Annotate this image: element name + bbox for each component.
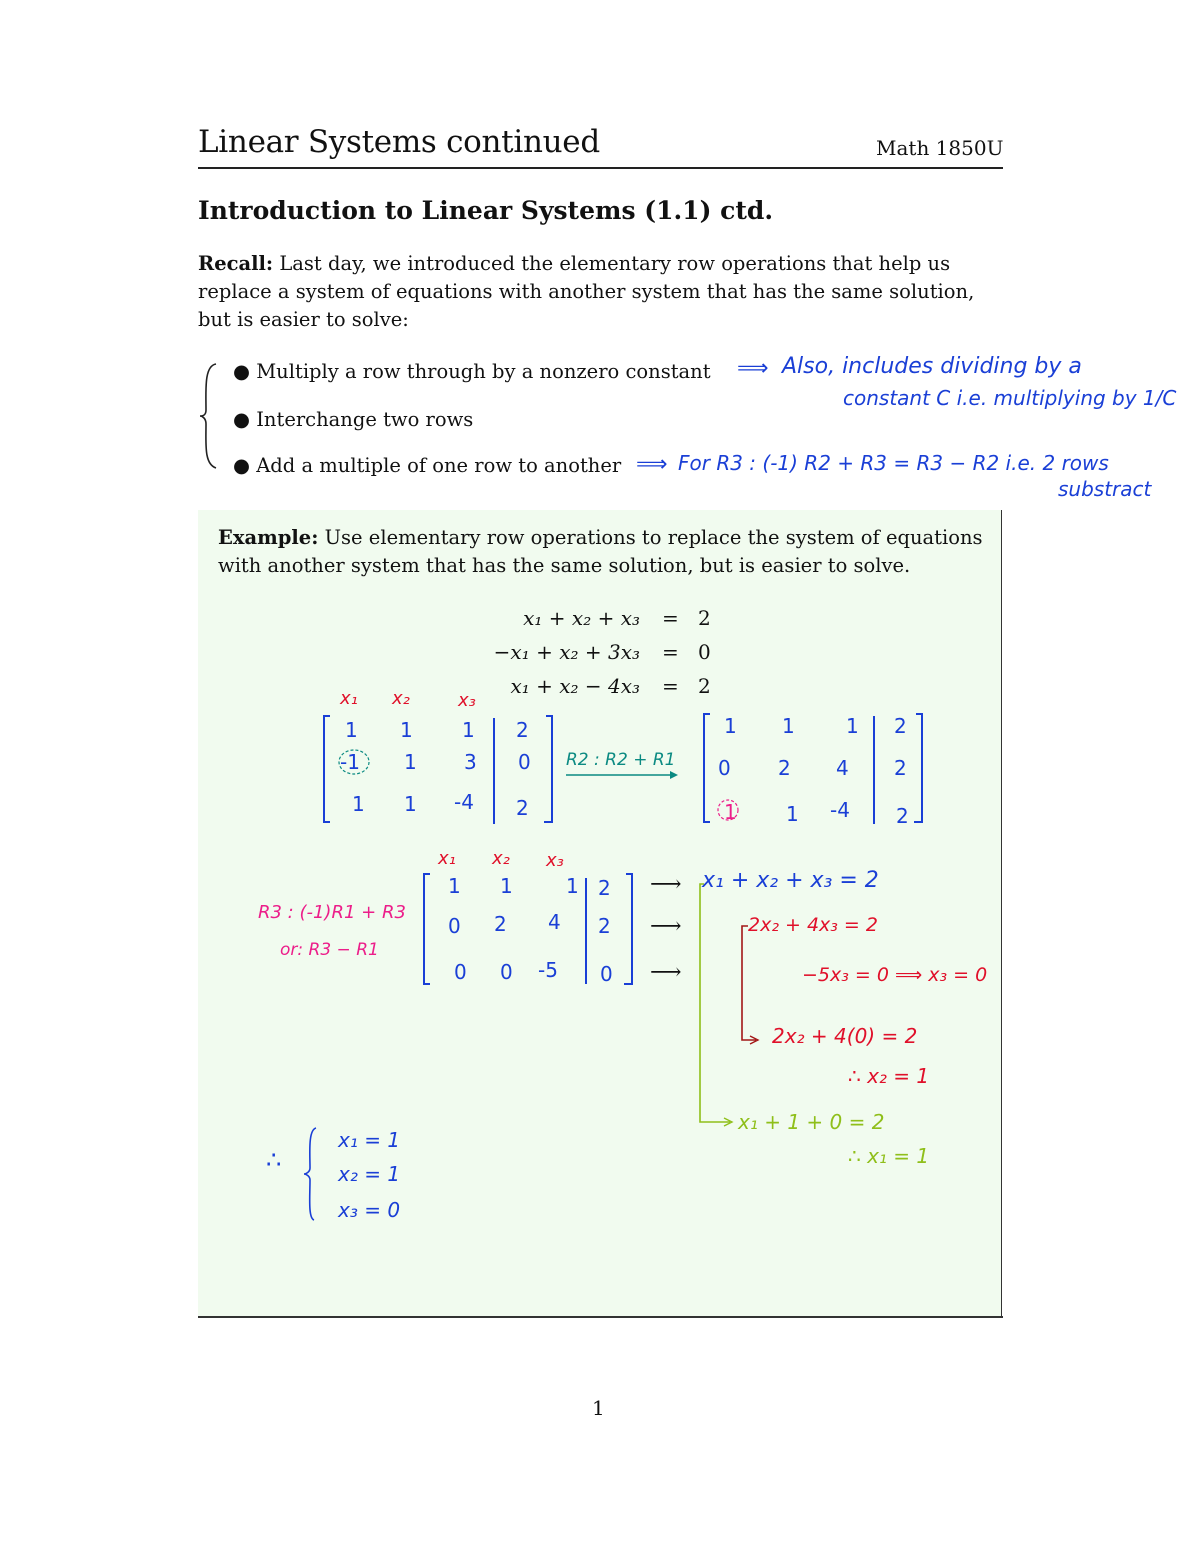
row-op-1-label: R2 : R2 + R1 <box>566 750 676 770</box>
example-text-1: Use elementary row operations to replace the system of equations <box>324 526 983 549</box>
matrix3-cell: 1 <box>448 874 461 898</box>
matrix1-cell: 1 <box>352 792 365 816</box>
back-sub-eq-7: ∴ x₁ = 1 <box>848 1144 930 1168</box>
back-sub-eq-6: x₁ + 1 + 0 = 2 <box>738 1110 885 1134</box>
matrix1-label-x2: x₂ <box>392 688 410 709</box>
matrix3-label-x3: x₃ <box>546 850 564 871</box>
matrix1-cell: 2 <box>516 796 529 820</box>
row-op-2-line-2: or: R3 − R1 <box>280 940 379 960</box>
bullet-text: Multiply a row through by a nonzero constant <box>256 360 711 383</box>
row-op-2-line-1: R3 : (-1)R1 + R3 <box>258 902 406 923</box>
matrix1-cell: 1 <box>404 792 417 816</box>
recall-line-1 <box>198 250 1003 278</box>
back-sub-eq-5: ∴ x₂ = 1 <box>848 1064 930 1088</box>
brace-icon <box>198 360 222 472</box>
recall-line-3: but is easier to solve: <box>198 308 409 331</box>
solution-x1: x₁ = 1 <box>338 1128 401 1152</box>
note-add-line-2: substract <box>1058 477 1152 501</box>
header-rule <box>198 167 1003 169</box>
solution-brace-icon <box>300 1124 320 1224</box>
bullet-dot-icon: ● <box>233 360 257 383</box>
row-op-1-arrow-icon <box>566 770 686 782</box>
matrix1-label-x3: x₃ <box>458 690 476 711</box>
matrix1-cell: -1 <box>340 750 360 774</box>
bullet-item-add <box>233 454 621 477</box>
matrix3-label-x1: x₁ <box>438 848 456 869</box>
recall-text-1: Last day, we introduced the elementary row operations that help us <box>279 252 951 275</box>
matrix3-cell: 4 <box>548 910 561 934</box>
equation-1-rhs: 2 <box>698 606 711 630</box>
matrix2-cell: 2 <box>778 756 791 780</box>
page-title: Linear Systems continued <box>198 124 600 160</box>
equation-1-eq: = <box>662 606 679 630</box>
bullet-dot-icon: ● <box>233 454 257 477</box>
matrix2-cell: 0 <box>718 756 731 780</box>
matrix1-cell: 1 <box>462 718 475 742</box>
matrix2-cell: 4 <box>836 756 849 780</box>
matrix1-cell: -4 <box>454 790 474 814</box>
matrix3-cell: 2 <box>598 914 611 938</box>
page-number: 1 <box>592 1396 605 1420</box>
example-label: Example: <box>218 526 319 549</box>
matrix3-cell: -5 <box>538 958 558 982</box>
matrix2-cell: 1 <box>724 714 737 738</box>
row-arrow-icon: ⟶ <box>650 914 682 939</box>
back-sub-eq-1: x₁ + x₂ + x₃ = 2 <box>702 868 879 893</box>
note-also-line-1: Also, includes dividing by a <box>782 354 1082 379</box>
matrix3-label-x2: x₂ <box>492 848 510 869</box>
matrix3-cell: 0 <box>600 962 613 986</box>
matrix2-cell: 1 <box>782 714 795 738</box>
matrix3-cell: 1 <box>566 874 579 898</box>
matrix2-cell: 1 <box>846 714 859 738</box>
matrix3-cell: 0 <box>500 960 513 984</box>
example-bottom-rule <box>198 1316 1003 1318</box>
matrix1-cell: 1 <box>345 718 358 742</box>
bullet-text: Interchange two rows <box>256 408 474 431</box>
solution-x3: x₃ = 0 <box>338 1198 401 1222</box>
matrix1-label-x1: x₁ <box>340 688 358 709</box>
back-sub-eq-3: −5x₃ = 0 ⟹ x₃ = 0 <box>802 964 988 986</box>
matrix2-cell: 2 <box>896 804 909 828</box>
section-title: Introduction to Linear Systems (1.1) ctd. <box>198 196 774 225</box>
matrix1-cell: 1 <box>400 718 413 742</box>
bullet-text: Add a multiple of one row to another <box>256 454 622 477</box>
matrix3-cell: 2 <box>598 876 611 900</box>
matrix3-cell: 0 <box>448 914 461 938</box>
matrix3-cell: 2 <box>494 912 507 936</box>
note-add-line-1: For R3 : (-1) R2 + R3 = R3 − R2 i.e. 2 rows <box>678 451 1109 475</box>
matrix1-cell: 1 <box>404 750 417 774</box>
matrix1-cell: 0 <box>518 750 531 774</box>
equation-3-eq: = <box>662 674 679 698</box>
arrow-icon: ⟹ <box>636 452 668 477</box>
arrow-icon: ⟹ <box>737 356 769 381</box>
matrix1-cell: 2 <box>516 718 529 742</box>
matrix2-cell: 1 <box>786 802 799 826</box>
row-arrow-icon: ⟶ <box>650 872 682 897</box>
row-arrow-icon: ⟶ <box>650 960 682 985</box>
equation-2-rhs: 0 <box>698 640 711 664</box>
example-line-2: with another system that has the same solution, but is easier to solve. <box>218 554 911 577</box>
matrix1-cell: 3 <box>464 750 477 774</box>
bullet-item-multiply <box>233 360 711 383</box>
solution-x2: x₂ = 1 <box>338 1162 401 1186</box>
equation-1-lhs: x₁ + x₂ + x₃ <box>523 606 640 630</box>
equation-3-rhs: 2 <box>698 674 711 698</box>
matrix2-cell: 2 <box>894 714 907 738</box>
matrix2-cell: -4 <box>830 798 850 822</box>
note-also-line-2: constant C i.e. multiplying by 1/C <box>843 386 1177 410</box>
therefore-icon: ∴ <box>266 1146 282 1174</box>
recall-label: Recall: <box>198 252 274 275</box>
bullet-dot-icon: ● <box>233 408 257 431</box>
course-code: Math 1850U <box>876 136 1004 160</box>
back-sub-eq-4: 2x₂ + 4(0) = 2 <box>772 1024 918 1048</box>
matrix3-cell: 1 <box>500 874 513 898</box>
equation-2-lhs: −x₁ + x₂ + 3x₃ <box>493 640 640 664</box>
back-sub-eq-2: 2x₂ + 4x₃ = 2 <box>748 914 878 936</box>
bullet-item-interchange <box>233 408 473 431</box>
matrix2-cell: 1 <box>724 800 737 824</box>
recall-line-2: replace a system of equations with another system that has the same solution, <box>198 280 975 303</box>
example-line-1 <box>218 524 988 552</box>
equation-2-eq: = <box>662 640 679 664</box>
matrix3-cell: 0 <box>454 960 467 984</box>
matrix2-cell: 2 <box>894 756 907 780</box>
equation-3-lhs: x₁ + x₂ − 4x₃ <box>510 674 640 698</box>
